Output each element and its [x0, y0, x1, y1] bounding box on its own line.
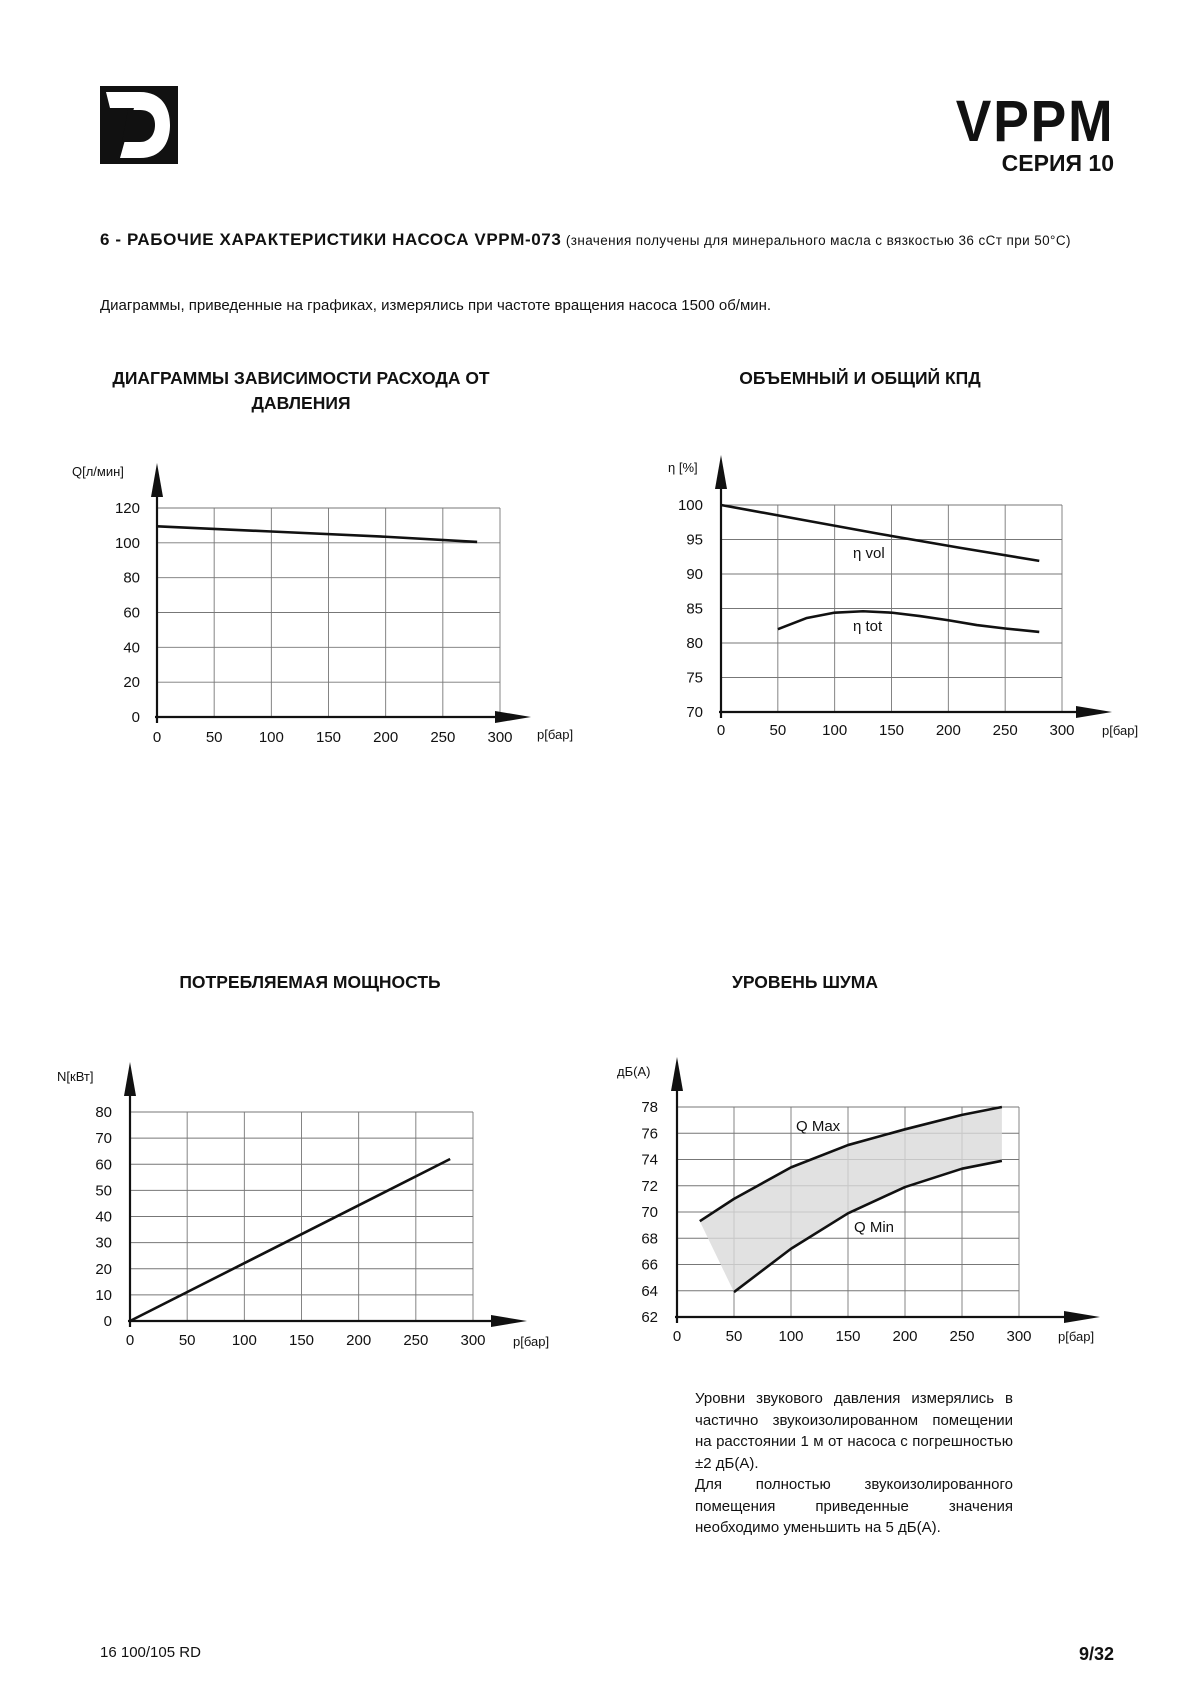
flow-x-tick-label: 250 — [430, 729, 456, 746]
power-y-tick-label: 30 — [95, 1234, 112, 1252]
efficiency-x-tick-label: 200 — [935, 722, 961, 739]
power-chart-title: ПОТРЕБЛЯЕМАЯ МОЩНОСТЬ — [179, 972, 441, 992]
model-name: VPPM — [955, 89, 1114, 154]
noise-x-axis-arrow — [1064, 1311, 1100, 1323]
power-x-tick-label: 150 — [288, 1332, 315, 1349]
efficiency-y-tick-label: 85 — [686, 600, 703, 618]
power-x-tick-label: 100 — [231, 1332, 257, 1349]
efficiency-x-axis-label: p[бар] — [1102, 723, 1139, 738]
efficiency-x-tick-label: 250 — [992, 722, 1018, 739]
power-x-axis-label: p[бар] — [513, 1334, 550, 1349]
efficiency-y-tick-label: 80 — [686, 635, 703, 652]
efficiency-chart-title: ОБЪЕМНЫЙ И ОБЩИЙ КПД — [739, 368, 981, 388]
noise-y-tick-label: 78 — [641, 1099, 658, 1116]
efficiency-y-tick-label: 70 — [686, 704, 703, 721]
intro-text: Диаграммы, приведенные на графиках, измерялись при частоте вращения насоса 1500 об/мин. — [100, 297, 772, 314]
flow-x-axis-label: p[бар] — [537, 727, 574, 742]
page-number: 9/32 — [1078, 1644, 1114, 1664]
noise-y-tick-label: 68 — [641, 1230, 658, 1248]
noise-chart-title: УРОВЕНЬ ШУМА — [731, 972, 878, 992]
flow-x-tick-label: 100 — [258, 729, 284, 746]
series-label: СЕРИЯ 10 — [1001, 150, 1114, 176]
flow-x-axis-arrow — [495, 711, 531, 723]
efficiency-y-axis-arrow — [715, 455, 727, 489]
noise-x-tick-label: 50 — [725, 1328, 743, 1345]
power-y-tick-label: 10 — [95, 1286, 112, 1304]
power-y-tick-label: 40 — [95, 1208, 112, 1226]
flow-y-tick-label: 60 — [123, 604, 140, 622]
flow-x-tick-label: 300 — [487, 729, 513, 746]
efficiency-x-tick-label: 100 — [822, 722, 848, 739]
section-note: (значения получены для минерального масла с вязкостью 36 сСт при 50°C) — [565, 233, 1071, 248]
noise-note-p1: Уровни звукового давления измерялись в частично звукоизолированном помещении на расстоянии 1 м от насоса с погрешностью ±2 дБ(А). — [695, 1390, 1013, 1472]
power-y-tick-label: 80 — [95, 1104, 112, 1121]
efficiency-series-line-1 — [778, 611, 1039, 632]
efficiency-y-tick-label: 90 — [686, 566, 703, 583]
power-x-tick-label: 250 — [403, 1332, 429, 1349]
flow-x-tick-label: 150 — [315, 729, 342, 746]
noise-y-axis-arrow — [671, 1057, 683, 1091]
noise-note-p2: Для полностью звукоизолированного помещения приведенные значения необходимо уменьшить на 5 дБ(А). — [695, 1476, 1013, 1536]
noise-x-axis-label: p[бар] — [1058, 1329, 1095, 1344]
flow-chart-title: ДИАГРАММЫ ЗАВИСИМОСТИ РАСХОДА ОТ ДАВЛЕНИЯ — [112, 368, 490, 413]
noise-x-tick-label: 250 — [949, 1328, 975, 1345]
noise-x-tick-label: 200 — [892, 1328, 918, 1345]
efficiency-series-label-tot: η tot — [853, 618, 883, 635]
noise-y-tick-label: 72 — [641, 1177, 658, 1195]
noise-x-tick-label: 300 — [1006, 1328, 1032, 1345]
efficiency-x-tick-label: 0 — [716, 722, 726, 739]
flow-series-line-0 — [157, 526, 477, 542]
flow-y-axis-label: Q[л/мин] — [72, 464, 124, 479]
noise-y-tick-label: 66 — [641, 1256, 658, 1274]
power-y-axis-arrow — [124, 1062, 136, 1096]
flow-y-tick-label: 80 — [123, 569, 140, 587]
efficiency-series-label-vol: η vol — [853, 545, 885, 562]
power-y-axis-label: N[кВт] — [57, 1069, 94, 1084]
power-y-tick-label: 20 — [95, 1260, 112, 1278]
noise-y-axis-label: дБ(А) — [617, 1064, 651, 1079]
noise-note — [695, 1388, 1013, 1539]
noise-x-tick-label: 0 — [672, 1328, 682, 1345]
efficiency-y-axis-label: η [%] — [668, 460, 698, 475]
flow-y-tick-label: 100 — [114, 534, 140, 552]
flow-y-tick-label: 20 — [123, 674, 140, 692]
document-code: 16 100/105 RD — [100, 1644, 201, 1661]
flow-x-tick-label: 50 — [205, 729, 223, 746]
power-x-tick-label: 0 — [125, 1332, 135, 1349]
flow-y-axis-arrow — [151, 463, 163, 497]
flow-x-tick-label: 200 — [373, 729, 399, 746]
efficiency-x-tick-label: 150 — [878, 722, 905, 739]
power-y-tick-label: 0 — [103, 1313, 112, 1330]
power-series-line-0 — [130, 1159, 450, 1321]
efficiency-x-tick-label: 50 — [769, 722, 787, 739]
efficiency-x-axis-arrow — [1076, 706, 1112, 718]
power-x-tick-label: 50 — [178, 1332, 196, 1349]
noise-x-tick-label: 100 — [778, 1328, 804, 1345]
power-x-axis-arrow — [491, 1315, 527, 1327]
efficiency-y-tick-label: 95 — [686, 531, 703, 549]
efficiency-y-tick-label: 100 — [677, 497, 703, 514]
noise-y-tick-label: 64 — [641, 1282, 658, 1300]
noise-y-tick-label: 62 — [641, 1309, 658, 1326]
power-x-tick-label: 300 — [460, 1332, 486, 1349]
efficiency-y-tick-label: 75 — [686, 669, 703, 687]
section-title: 6 - РАБОЧИЕ ХАРАКТЕРИСТИКИ НАСОСА VPPM-073 — [100, 230, 562, 249]
noise-y-tick-label: 74 — [641, 1151, 658, 1169]
noise-x-tick-label: 150 — [835, 1328, 861, 1345]
noise-y-tick-label: 70 — [641, 1204, 658, 1221]
power-x-tick-label: 200 — [346, 1332, 372, 1349]
noise-y-tick-label: 76 — [641, 1125, 658, 1143]
flow-y-tick-label: 120 — [114, 500, 140, 517]
flow-y-tick-label: 0 — [131, 709, 140, 726]
flow-x-tick-label: 0 — [152, 729, 162, 746]
power-y-tick-label: 50 — [95, 1182, 112, 1200]
noise-series-label-max: Q Max — [796, 1118, 841, 1135]
power-y-tick-label: 70 — [95, 1130, 112, 1148]
noise-series-label-min: Q Min — [854, 1219, 895, 1236]
efficiency-x-tick-label: 300 — [1049, 722, 1075, 739]
flow-y-tick-label: 40 — [123, 639, 140, 657]
power-y-tick-label: 60 — [95, 1156, 112, 1174]
